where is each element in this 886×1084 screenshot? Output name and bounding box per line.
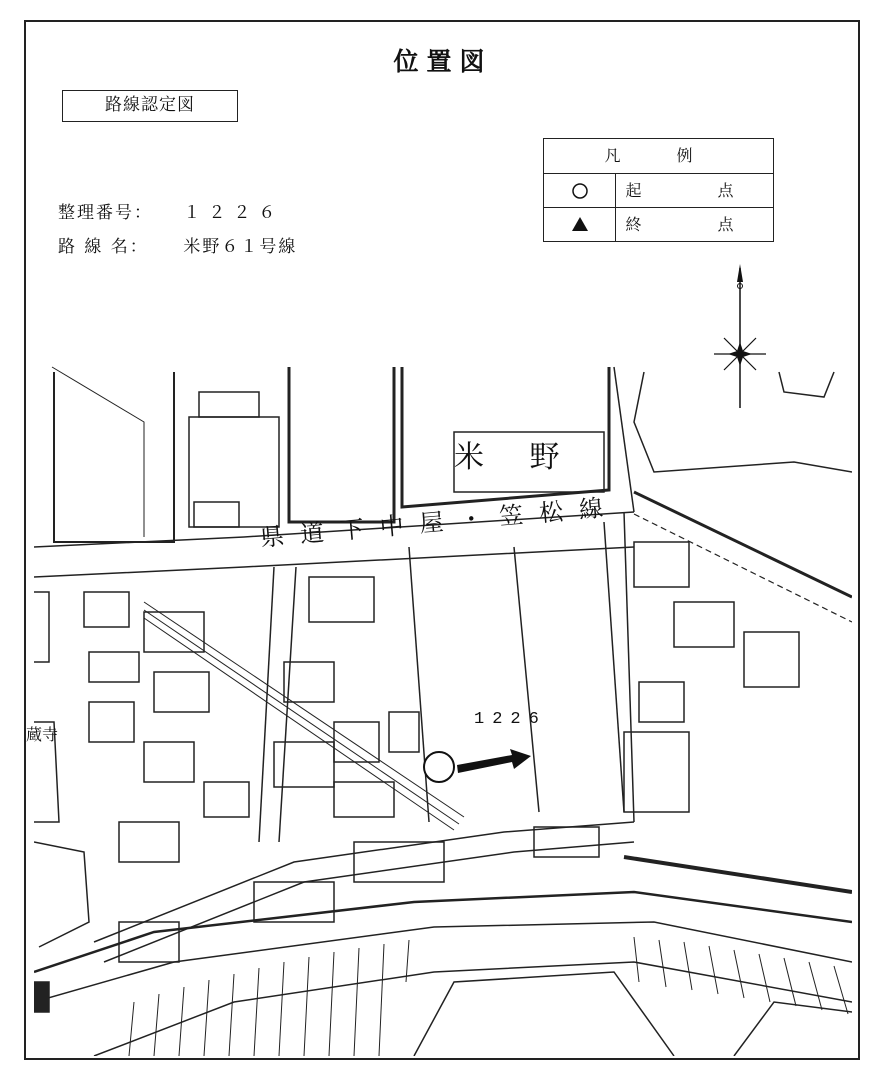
route-number-label: 1226 [474, 710, 547, 729]
route-row [58, 232, 297, 257]
road-label: 県道下中屋・笠松線 [258, 492, 621, 552]
route-direction-arrow-icon [457, 749, 531, 773]
area-label: 米 野 [454, 440, 578, 475]
legend-item-start [544, 173, 773, 208]
triangle-icon [544, 208, 616, 242]
number-label: 整理番号： [58, 203, 153, 223]
legend-header: 凡 例 [604, 146, 713, 165]
legend-end-label: 終 点 [625, 215, 764, 234]
document-type-label: 路線認定図 [62, 90, 238, 122]
number-row [58, 198, 283, 223]
legend-start-label: 起 点 [625, 181, 764, 200]
temple-label: 蔵寺 [26, 725, 59, 744]
route-value: 米野６１号線 [183, 237, 298, 257]
route-label: 路 線 名： [58, 237, 149, 257]
legend-item-end [544, 207, 773, 242]
map-drawing [34, 362, 852, 1056]
map-area [26, 362, 852, 1056]
page-title: 位置図 [393, 47, 493, 76]
number-value: １２２６ [183, 203, 284, 223]
start-point-marker [424, 752, 454, 782]
circle-icon [544, 174, 616, 208]
legend [543, 138, 774, 242]
